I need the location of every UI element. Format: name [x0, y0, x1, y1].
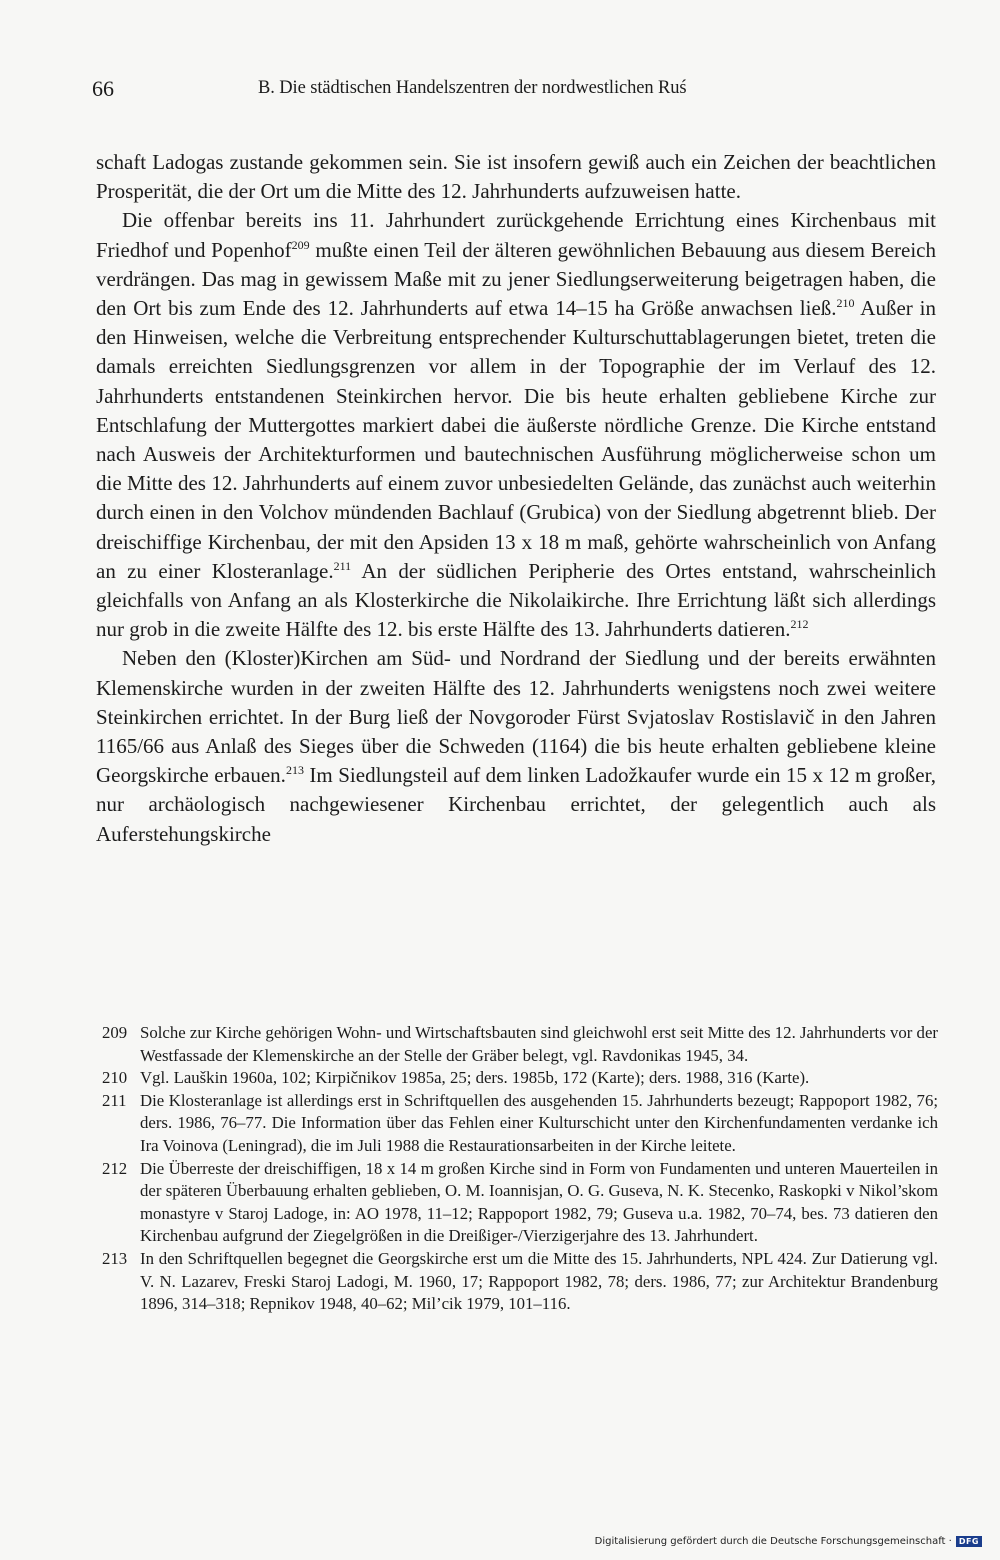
paragraph-2-part-d: An der südlichen Peripherie des Ortes entstand, wahrscheinlich gleichfalls von Anfang an als Klosterkirche die Nikolaikirche. Ihre Errichtung läßt sich allerdings nur grob in die zweite Hälfte des 12. bis erste Hälfte des 13. Jahrhunderts datieren. — [96, 558, 936, 642]
dfg-logo[interactable]: DFG — [956, 1536, 982, 1547]
footnote-ref-212[interactable]: 212 — [790, 617, 809, 632]
main-text — [96, 148, 936, 849]
footnote-number: 211 — [102, 1090, 127, 1110]
footnote-number: 210 — [102, 1068, 128, 1088]
footnote-text: Vgl. Lauškin 1960a, 102; Kirpičnikov 1985a, 25; ders. 1985b, 172 (Karte); ders. 1988, 316 (Karte). — [140, 1068, 810, 1088]
paragraph-3-part-a: Neben den (Kloster)Kirchen am Süd- und Nordrand der Siedlung und der bereits erwähnten Klemenskirche wurden in der zweiten Hälfte des 12. Jahrhunderts wenigstens noch zwei weitere Steinkirchen errichtet. In der Burg ließ der Novgoroder Fürst Svjatoslav Rostislavič in den Jahren 1165/66 aus Anlaß des Sieges über die Schweden (1164) die bis heute erhalten gebliebene kleine Georgskirche erbauen. — [96, 646, 936, 788]
footnote-number: 213 — [102, 1248, 128, 1268]
paragraph-2 — [96, 206, 936, 644]
footnote-number: 212 — [102, 1158, 128, 1178]
footnote-ref-210[interactable]: 210 — [836, 296, 855, 311]
footnote-ref-213[interactable]: 213 — [285, 763, 304, 778]
paragraph-3-part-b: Im Siedlungsteil auf dem linken Ladožkaufer wurde ein 15 x 12 m großer, nur archäologisch nachgewiesener Kirchenbau errichtet, der gelegentlich auch als Auferstehungskirche — [96, 763, 936, 846]
footnote — [102, 1248, 938, 1316]
footnote-text: Die Überreste der dreischiffigen, 18 x 14 m großen Kirche sind in Form von Fundamenten und unteren Mauerteilen in der späteren Überbauung erhalten geblieben, O. M. Ioannisjan, O. G. Guseva, N. K. Stecenko, Raskopki v Nikol’skom monastyre v Staroj Ladoge, in: AO 1978, 11–12; Rappoport 1982, 79; Guseva u.a. 1982, 70–74, bes. 73 datieren den Kirchenbau aufgrund der Ziegelgrößen in die Dreißiger-/Vierzigerjahre des 13. Jahrhundert. — [140, 1158, 938, 1246]
footnote-text: Die Klosteranlage ist allerdings erst in Schriftquellen des ausgehenden 15. Jahrhunderts bezeugt; Rappoport 1982, 76; ders. 1986, 76–77. Die Information über das Fehlen einer Kulturschicht unter den Kirchenfundamenten verdanke ich Ira Voinova (Leningrad), die im Juli 1988 die Restaurationsarbeiten in der Kirche leitete. — [140, 1090, 938, 1155]
footnote-ref-211[interactable]: 211 — [333, 558, 352, 573]
paragraph-1: schaft Ladogas zustande gekommen sein. Sie ist insofern gewiß auch ein Zeichen der beachtlichen Prosperität, die der Ort um die Mitte des 12. Jahrhunderts aufzuweisen hatte. — [96, 150, 936, 204]
paragraph-2-part-b: mußte einen Teil der älteren gewöhnlichen Bebauung aus diesem Bereich verdrängen. Das mag in gewissem Maße mit zu jener Siedlungserweiterung beigetragen haben, die den Ort bis zum Ende des 12. Jahrhunderts auf etwa 14–15 ha Größe anwachsen ließ. — [96, 237, 936, 321]
credit-text: Digitalisierung gefördert durch die Deutsche Forschungsgemeinschaft · — [594, 1536, 952, 1547]
page-number: 66 — [92, 76, 114, 101]
running-head: B. Die städtischen Handelszentren der nordwestlichen Ruś — [258, 78, 687, 98]
footnote — [102, 1090, 938, 1158]
footnotes — [102, 1022, 938, 1316]
footnote-text: Solche zur Kirche gehörigen Wohn- und Wirtschaftsbauten sind gleichwohl erst seit Mitte des 12. Jahrhunderts vor der Westfassade der Klemenskirche an der Stelle der Gräber belegt, vgl. Ravdonikas 1945, 34. — [140, 1023, 938, 1065]
footnote-text: In den Schriftquellen begegnet die Georgskirche erst um die Mitte des 15. Jahrhunderts, NPL 424. Zur Datierung vgl. V. N. Lazarev, Freski Staroj Ladogi, M. 1960, 17; Rappoport 1982, 78; ders. 1986, 77; zur Architektur Brandenburg 1896, 314–318; Repnikov 1948, 40–62; Mil’cik 1979, 101–116. — [140, 1248, 938, 1314]
paragraph-3 — [96, 644, 936, 848]
footnote-number: 209 — [102, 1023, 128, 1042]
footnote — [102, 1067, 938, 1090]
footnote — [102, 1022, 938, 1067]
digitization-credit — [595, 1536, 982, 1547]
footnote-ref-209[interactable]: 209 — [291, 237, 310, 252]
paragraph-2-part-c: Außer in den Hinweisen, welche die Verbreitung entsprechender Kulturschuttablagerungen bietet, treten die damals erreichten Siedlungsgrenzen vor allem in der Topographie der im Verlauf des 12. Jahrhunderts entstandenen Steinkirchen hervor. Die bis heute erhalten gebliebene Kirche zur Entschlafung der Muttergottes markiert dabei die äußerste nördliche Grenze. Die Kirche entstand nach Ausweis der Architekturformen und bautechnischen Ausführung möglicherweise schon um die Mitte des 12. Jahrhunderts auf einem zuvor unbesiedelten Gelände, das zunächst auch weiterhin durch einen in den Volchov mündenden Bachlauf (Grubica) von der Siedlung abgetrennt blieb. Der dreischiffige Kirchenbau, der mit den Apsiden 13 x 18 m maß, gehörte wahrscheinlich von Anfang an zu einer Klosteranlage. — [96, 296, 937, 583]
footnote — [102, 1158, 938, 1248]
paragraph-2-part-a: Die offenbar bereits ins 11. Jahrhundert zurückgehende Errichtung eines Kirchenbaus mit Friedhof und Popenhof — [96, 208, 936, 262]
